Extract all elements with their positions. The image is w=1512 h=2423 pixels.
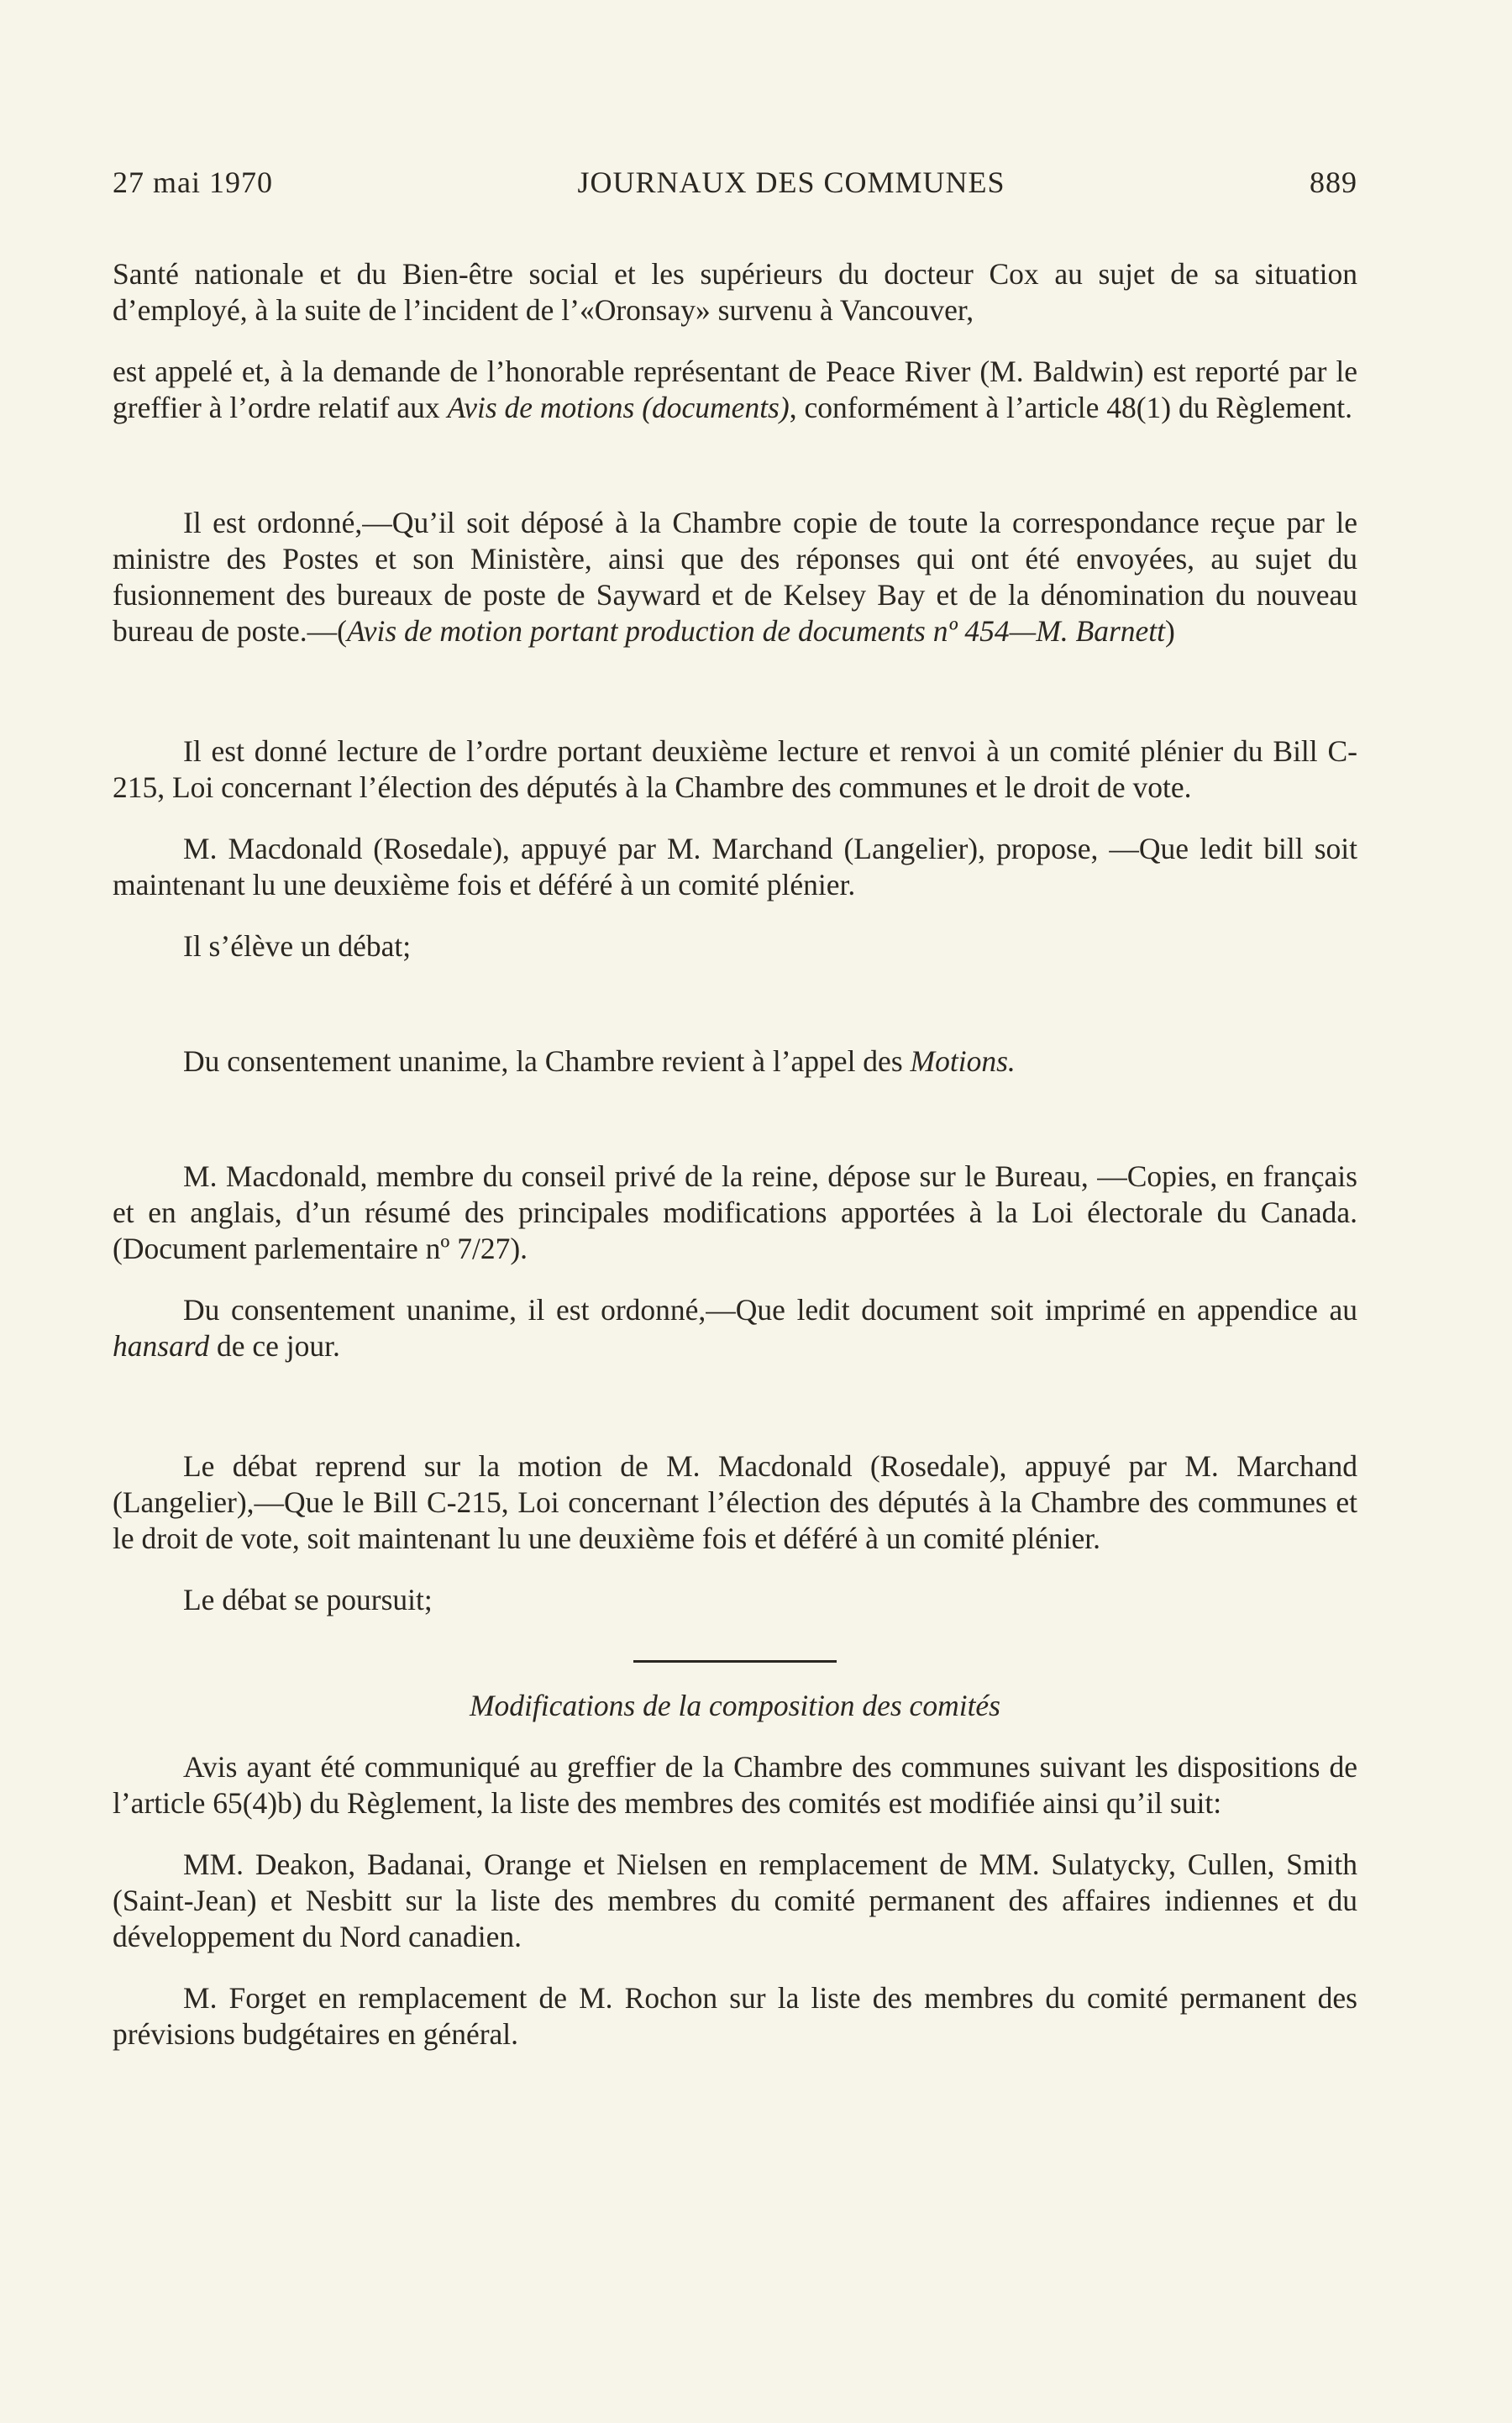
paragraph-text: Du consentement unanime, la Chambre revient à l’appel des [183,1044,911,1078]
paragraph-text: Il est donné lecture de l’ordre portant deuxième lecture et renvoi à un comité plénier du Bill C-215, Loi concernant l’élection des députés à la Chambre des communes et le droit de vote. [113,734,1357,804]
paragraph-text: Du consentement unanime, il est ordonné,—Que ledit document soit imprimé en appendice au [183,1293,1357,1327]
paragraph-text: Il est ordonné,—Qu’il soit déposé à la Chambre copie de toute la correspondance reçue par le ministre des Postes et son Ministère, ainsi que des réponses qui ont été envoyées, au sujet du fusionnement des bureaux de poste de Sayward et de Kelsey Bay et de la dénomination du nouveau bureau de poste.—( [113,506,1357,648]
paragraph-text: Santé nationale et du Bien-être social et les supérieurs du docteur Cox au sujet de sa situation d’employé, à la suite de l’incident de l’«Oronsay» survenu à Vancouver, [113,257,1357,327]
paragraph-text: est appelé et, à la demande de l’honorable représentant de Peace River (M. Baldwin) est reporté par le greffier à l’ordre relatif aux [113,355,1357,424]
italic-text: Avis de motion portant production de documents nº 454—M. Barnett [346,614,1165,648]
paragraph-consent [113,1043,1357,1080]
paragraph-text: Avis ayant été communiqué au greffier de la Chambre des communes suivant les dispositions de l’article 65(4)b) du Règlement, la liste des membres des comités est modifiée ainsi qu’il suit: [113,1750,1357,1820]
paragraph-reading [113,733,1357,806]
paragraph-debate [113,928,1357,964]
paragraph-order [113,505,1357,649]
paragraph-text: ) [1165,614,1175,648]
italic-text: Motions. [910,1044,1016,1078]
paragraph-notice [113,1749,1357,1821]
paragraph-text: MM. Deakon, Badanai, Orange et Nielsen en remplacement de MM. Sulatycky, Cullen, Smith (Saint-Jean) et Nesbitt sur la liste des membres du comité permanent des affaires indiennes et du développement du Nord canadien. [113,1847,1357,1953]
paragraph-text: M. Macdonald (Rosedale), appuyé par M. Marchand (Langelier), propose, —Que ledit bill soit maintenant lu une deuxième fois et déféré à un comité plénier. [113,832,1357,901]
paragraph-text: , conformément à l’article 48(1) du Règlement. [789,391,1353,424]
paragraph-text: de ce jour. [209,1329,340,1363]
header-title: JOURNAUX DES COMMUNES [577,166,1005,199]
italic-text: hansard [113,1329,210,1363]
page-number: 889 [1309,166,1357,199]
section-heading: Modifications de la composition des comités [469,1689,1000,1722]
paragraph-members-estimates [113,1980,1357,2052]
paragraph-debate-continues [113,1582,1357,1618]
paragraph-members-indian-affairs [113,1847,1357,1955]
paragraph-resumed-debate [113,1448,1357,1557]
paragraph-text: M. Macdonald, membre du conseil privé de la reine, dépose sur le Bureau, —Copies, en français et en anglais, d’un résumé des principales modifications apportées à la Loi électorale du Canada. (Document parlementaire nº 7/27). [113,1159,1357,1265]
paragraph-text: M. Forget en remplacement de M. Rochon sur la liste des membres du comité permanent des prévisions budgétaires en général. [113,1981,1357,2051]
paragraph-report [113,354,1357,426]
paragraph-tabling [113,1159,1357,1267]
italic-text: Avis de motions (documents) [447,391,790,424]
paragraph-text: Le débat reprend sur la motion de M. Macdonald (Rosedale), appuyé par M. Marchand (Langelier),—Que le Bill C-215, Loi concernant l’élection des députés à la Chambre des communes et le droit de vote, soit maintenant lu une deuxième fois et déféré à un comité plénier. [113,1449,1357,1555]
paragraph-text: Le débat se poursuit; [183,1583,433,1616]
section-divider [633,1660,837,1663]
page-body [113,256,1357,2052]
paragraph-text: Il s’élève un débat; [183,929,412,963]
paragraph-continuation [113,256,1357,328]
header-date: 27 mai 1970 [113,166,273,199]
paragraph-motion [113,831,1357,903]
page-header [113,165,1357,200]
paragraph-appendix [113,1292,1357,1364]
